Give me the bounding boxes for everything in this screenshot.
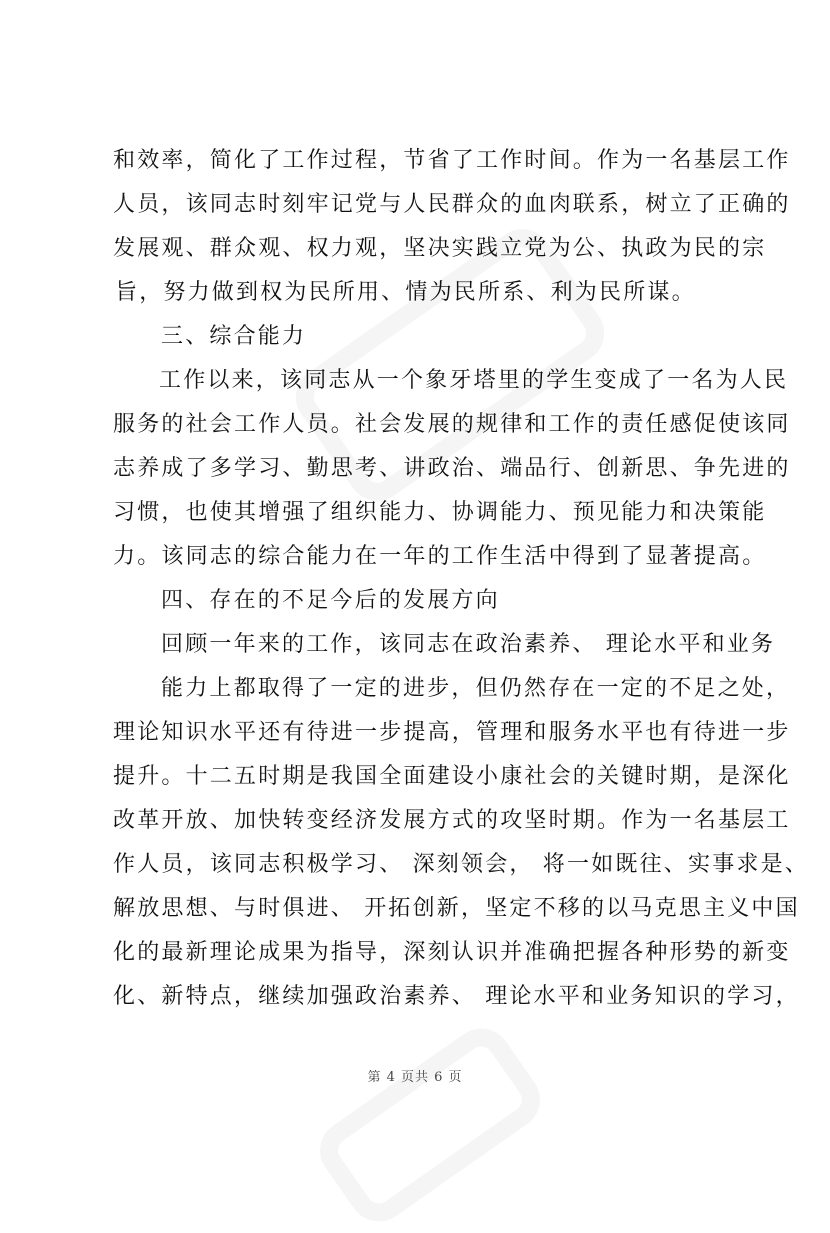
body-line: 能力上都取得了一定的进步，但仍然存在一定的不足之处，	[161, 676, 791, 701]
body-line: 志养成了多学习、勤思考、讲政治、端品行、创新思、争先进的	[113, 456, 791, 481]
watermark-logo	[308, 1017, 551, 1233]
page-number: 第 4 页共 6 页	[367, 1070, 463, 1085]
body-line: 习惯，也使其增强了组织能力、协调能力、预见能力和决策能	[113, 500, 767, 525]
body-line: 工作以来，该同志从一个象牙塔里的学生变成了一名为人民	[159, 368, 789, 393]
body-line: 力。该同志的综合能力在一年的工作生活中得到了显著提高。	[113, 544, 767, 569]
body-line: 作人员，该同志积极学习、 深刻领会， 将一如既往、实事求是、	[113, 852, 809, 877]
body-line: 发展观、群众观、权力观，坚决实践立党为公、执政为民的宗	[113, 236, 767, 261]
body-line: 解放思想、与时俱进、 开拓创新，坚定不移的以马克思主义中国	[113, 896, 800, 921]
body-line: 理论知识水平还有待进一步提高，管理和服务水平也有待进一步	[113, 720, 791, 745]
body-line: 化、新特点，继续加强政治素养、 理论水平和业务知识的学习，	[113, 984, 800, 1009]
body-line: 化的最新理论成果为指导，深刻认识并准确把握各种形势的新变	[113, 940, 791, 965]
section-heading: 三、综合能力	[161, 324, 307, 349]
body-line: 人员，该同志时刻牢记党与人民群众的血肉联系，树立了正确的	[113, 192, 791, 217]
section-heading: 四、存在的不足今后的发展方向	[161, 588, 500, 613]
body-line: 改革开放、加快转变经济发展方式的攻坚时期。作为一名基层工	[113, 808, 791, 833]
body-line: 和效率，简化了工作过程，节省了工作时间。作为一名基层工作	[113, 148, 791, 173]
body-line: 服务的社会工作人员。社会发展的规律和工作的责任感促使该同	[113, 412, 791, 437]
body-line: 提升。十二五时期是我国全面建设小康社会的关键时期，是深化	[113, 764, 791, 789]
body-line: 旨，努力做到权为民所用、情为民所系、利为民所谋。	[115, 280, 696, 305]
body-line: 回顾一年来的工作，该同志在政治素养、 理论水平和业务	[161, 632, 776, 657]
